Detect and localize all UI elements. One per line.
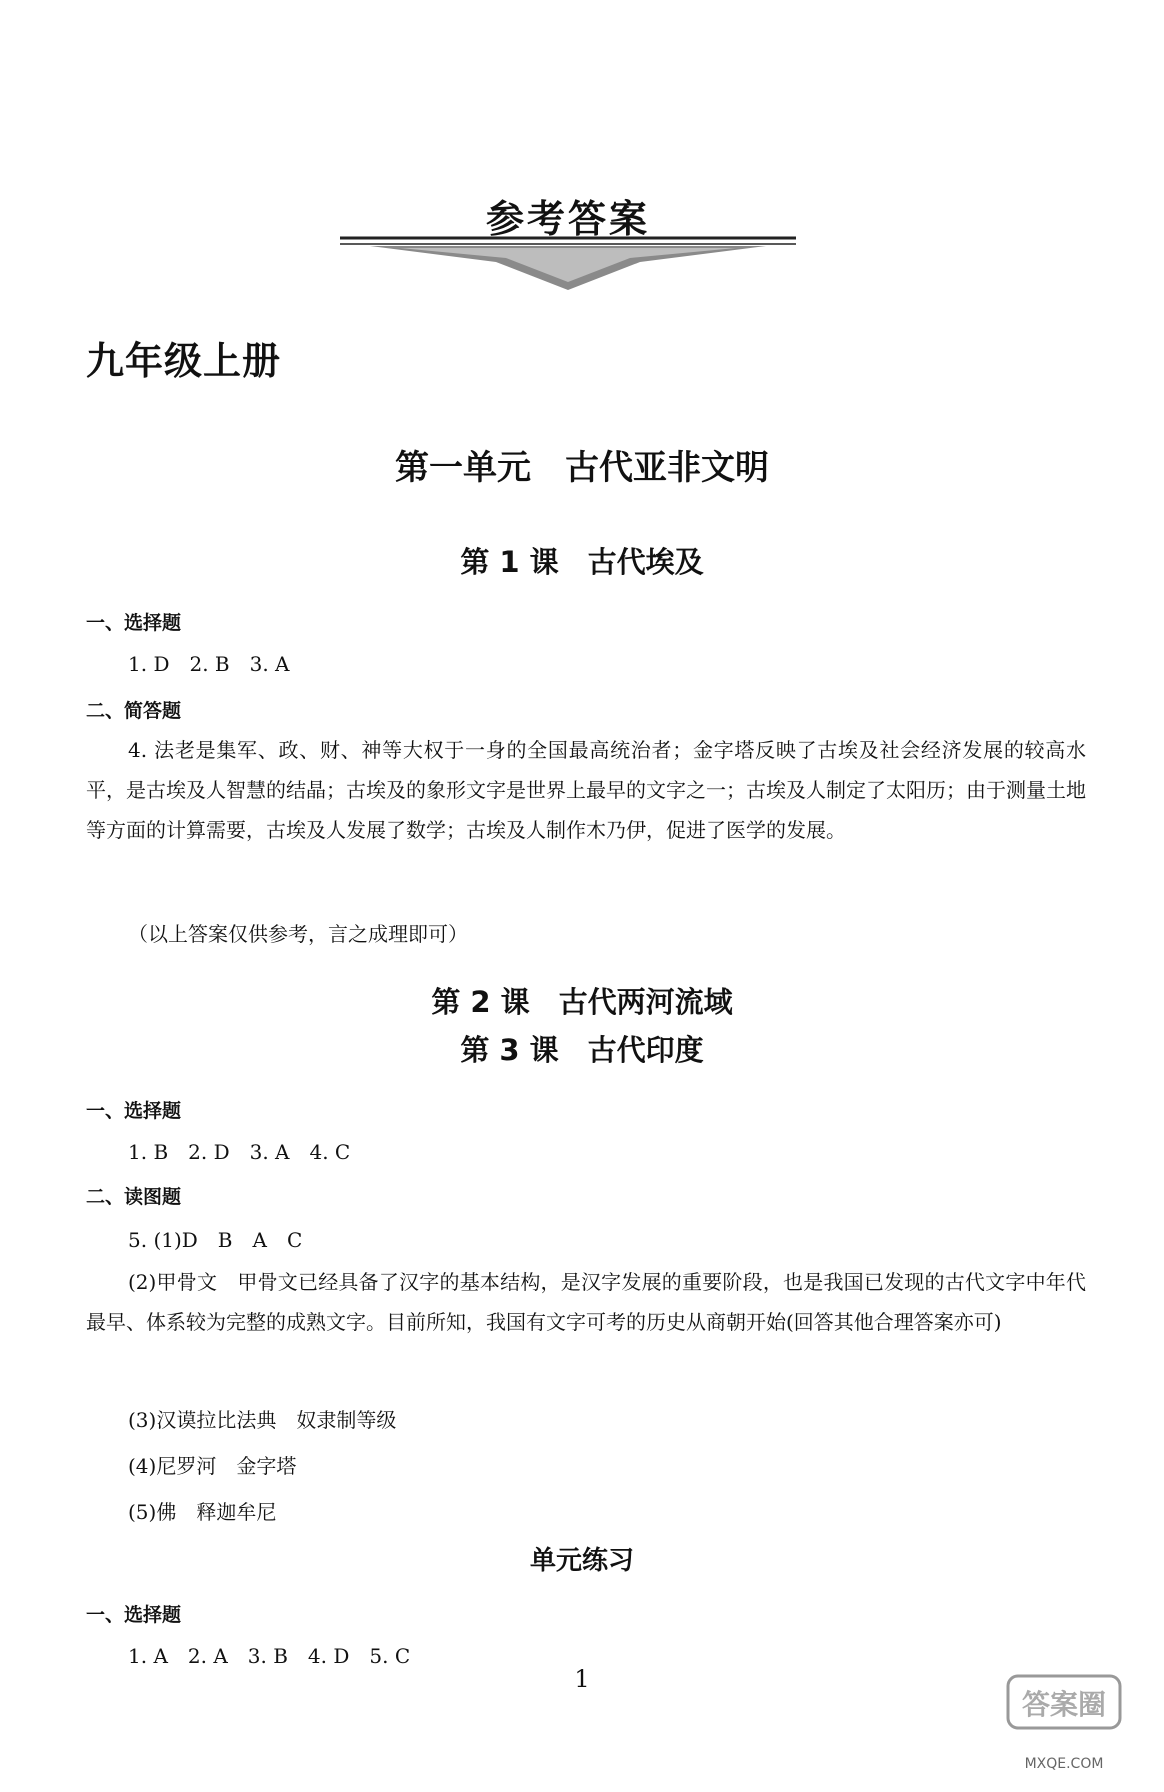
q5-part4: (4)尼罗河 金字塔 [128, 1454, 297, 1478]
lesson-3-title: 第 3 课 古代印度 [460, 1033, 704, 1067]
choice-answers: 1. B 2. D 3. A 4. C [128, 1140, 351, 1164]
banner-title: 参考答案 [485, 197, 650, 241]
volume-title: 九年级上册 [86, 339, 282, 383]
lesson-1-title: 第 1 课 古代埃及 [460, 545, 704, 579]
section-choice: 一、选择题 [86, 612, 182, 634]
unit-title: 第一单元 古代亚非文明 [395, 448, 769, 488]
q5-part3: (3)汉谟拉比法典 奴隶制等级 [128, 1408, 397, 1432]
short-answer-paragraph: 4. 法老是集军、政、财、神等大权于一身的全国最高统治者；金字塔反映了古埃及社会经济发展的较高水平，是古埃及人智慧的结晶；古埃及的象形文字是世界上最早的文字之一；古埃及人制定了太阳历；由于测量土地等方面的计算需要，古埃及人发展了数学；古埃及人制作木乃伊，促进了医学的发展。 [86, 738, 1086, 842]
svg-text:答案圈: 答案圈 [1021, 1688, 1107, 1721]
choice-answers: 1. D 2. B 3. A [128, 652, 290, 676]
answer-banner [340, 188, 796, 298]
page-number: 1 [574, 1665, 590, 1693]
choice-answers: 1. A 2. A 3. B 4. D 5. C [128, 1644, 411, 1668]
unit-exercise-title: 单元练习 [529, 1546, 634, 1576]
section-short-answer: 二、简答题 [86, 700, 182, 722]
answer-note: （以上答案仅供参考，言之成理即可） [128, 922, 468, 946]
section-choice: 一、选择题 [86, 1604, 182, 1626]
q5-part5: (5)佛 释迦牟尼 [128, 1500, 277, 1524]
watermark-url: MXQE.COM [1024, 1756, 1104, 1772]
lesson-2-title: 第 2 课 古代两河流域 [431, 985, 733, 1019]
banner-decoration [340, 236, 796, 296]
watermark-logo [1004, 1672, 1124, 1772]
section-read-map: 二、读图题 [86, 1186, 182, 1208]
section-choice: 一、选择题 [86, 1100, 182, 1122]
q5-part1: 5. (1)D B A C [128, 1228, 303, 1252]
q5-part2: (2)甲骨文 甲骨文已经具备了汉字的基本结构，是汉字发展的重要阶段，也是我国已发现的古代文字中年代最早、体系较为完整的成熟文字。目前所知，我国有文字可考的历史从商朝开始(回答其他合理答案亦可) [86, 1270, 1086, 1334]
